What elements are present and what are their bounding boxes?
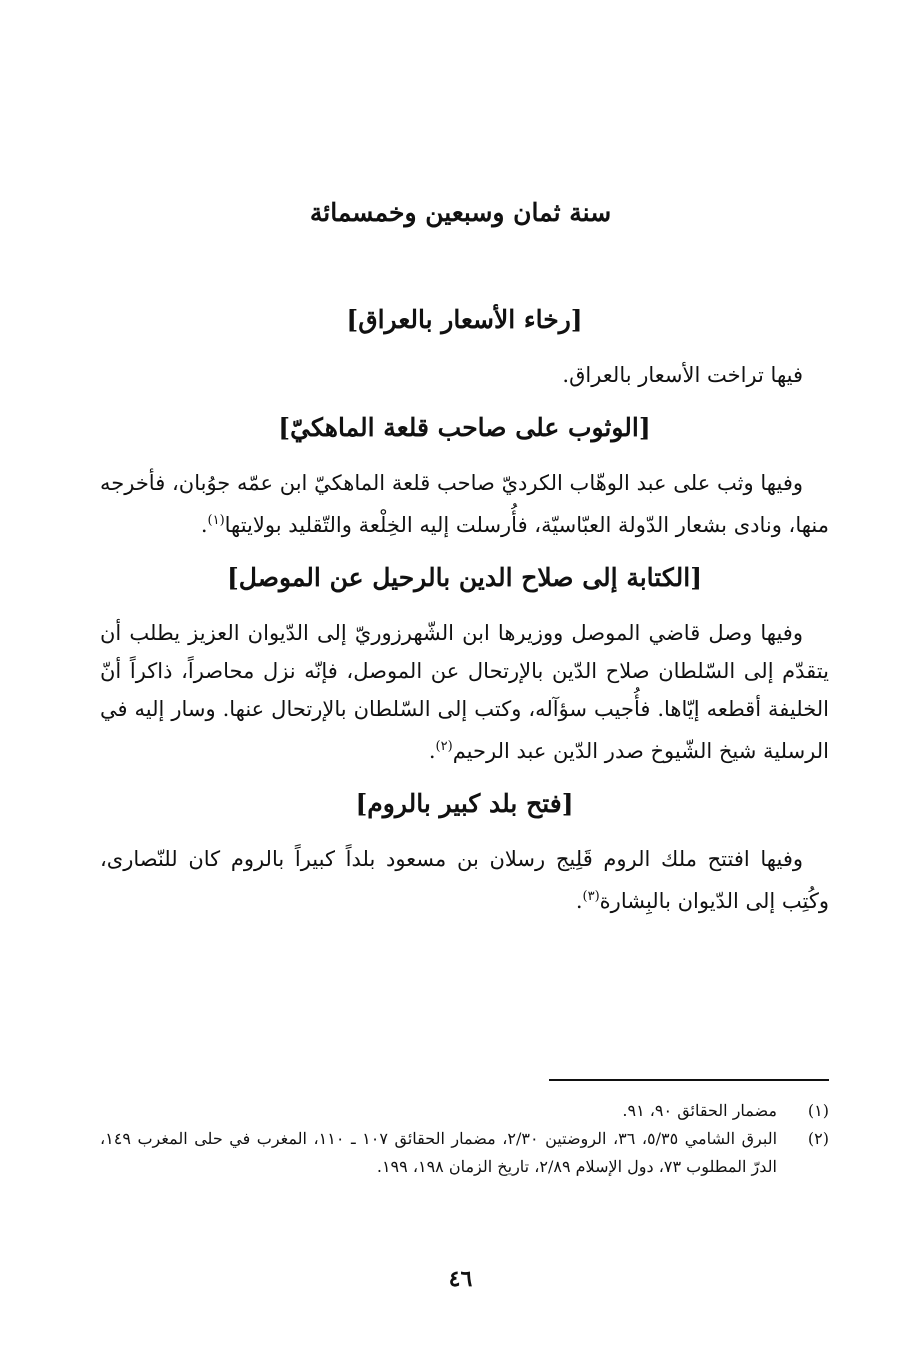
paragraph-rum <box>100 840 829 920</box>
footnote-marker[interactable]: (٣) <box>582 889 600 904</box>
footnote-text: البرق الشامي ٥/٣٥، ٣٦، الروضتين ٢/٣٠، مضمار الحقائق ١٠٧ ـ ١١٠، المغرب في حلى المغرب ١٤٩، الدرّ المطلوب ٧٣، دول الإسلام ٢/٨٩، تاريخ الزمان ١٩٨، ١٩٩. <box>100 1129 778 1176</box>
paragraph-end: . <box>200 513 208 537</box>
footnote-divider <box>549 1079 829 1081</box>
footnote-item <box>100 1097 829 1125</box>
footnote-number: (١) <box>807 1101 829 1120</box>
section-heading-prices: [رخاء الأسعار بالعراق] <box>346 305 583 334</box>
chapter-title: سنة ثمان وسبعين وخمسمائة <box>309 198 612 227</box>
paragraph-text: فيها تراخت الأسعار بالعراق. <box>562 363 803 387</box>
main-content <box>100 298 829 932</box>
footnote-item <box>100 1125 829 1181</box>
paragraph-prices <box>100 356 829 394</box>
paragraph-text: وفيها وصل قاضي الموصل ووزيرها ابن الشّهرزوريّ إلى الدّيوان العزيز يطلب أن يتقدّم إلى السّلطان صلاح الدّين بالإرتحال عن الموصل، فإنّه نزل محاصراً، ذاكراً أنّ الخليفة أقطعه إيّاها. فأُجيب سؤآله، وكتب إلى السّلطان بالإرتحال عنها. وسار إليه في الرسلية شيخ الشّيوخ صدر الدّين عبد الرحيم <box>100 621 829 763</box>
footnotes <box>100 1097 829 1181</box>
paragraph-end: . <box>575 889 583 913</box>
footnote-number: (٢) <box>807 1129 829 1148</box>
section-heading-mahaki: [الوثوب على صاحب قلعة الماهكيّ] <box>278 413 651 442</box>
section-heading-rum: [فتح بلد كبير بالروم] <box>355 789 574 818</box>
paragraph-mosul <box>100 614 829 770</box>
page-number: ٤٦ <box>448 1266 473 1292</box>
paragraph-end: . <box>428 739 436 763</box>
paragraph-text: وفيها افتتح ملك الروم قَلِيج رسلان بن مسعود بلداً كبيراً بالروم كان للنّصارى، وكُتِب إلى الدّيوان بالبِشارة <box>100 847 829 913</box>
paragraph-mahaki <box>100 464 829 544</box>
footnote-text: مضمار الحقائق ٩٠، ٩١. <box>622 1101 777 1120</box>
footnote-marker[interactable]: (٢) <box>435 739 453 754</box>
section-heading-mosul: [الكتابة إلى صلاح الدين بالرحيل عن الموصل] <box>226 563 703 592</box>
paragraph-text: وفيها وثب على عبد الوهّاب الكرديّ صاحب قلعة الماهكيّ ابن عمّه جوُبان، فأخرجه منها، ونادى بشعار الدّولة العبّاسيّة، فأُرسلت إليه الخِلْعة والتّقليد بولايتها <box>100 471 829 537</box>
footnote-marker[interactable]: (١) <box>207 513 225 528</box>
